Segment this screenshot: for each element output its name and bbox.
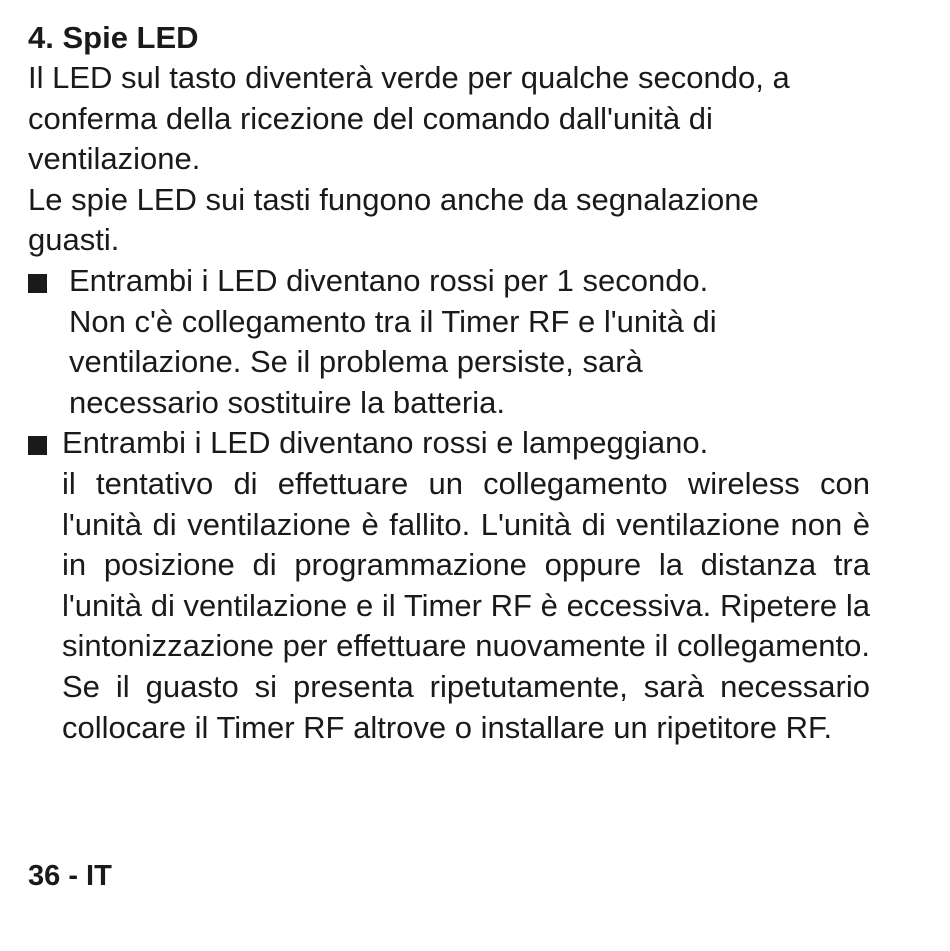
square-bullet-icon <box>28 436 47 455</box>
manual-page <box>28 18 870 748</box>
bullet-title-1: Entrambi i LED diventano rossi per 1 secondo. <box>69 262 709 298</box>
bullet-title-2: Entrambi i LED diventano rossi e lampeggiano. <box>62 425 709 461</box>
section-heading: 4. Spie LED <box>28 20 199 55</box>
bullet-body-2: il tentativo di effettuare un collegamento wireless con l'unità di ventilazione è fallito. L'unità di ventilazione non è in posizione di programmazione oppure la distanza tra l'unità di ventilazione e il Timer RF è eccessiva. Ripetere la sintonizzazione per effettuare nuovamente il collegamento. Se il guasto si presenta ripetutamente, sarà necessario collocare il Timer RF altrove o installare un ripetitore RF. <box>62 465 870 745</box>
bullet-content-1 <box>69 261 829 423</box>
page-number: 36 - IT <box>28 860 112 892</box>
intro-paragraph-2 <box>28 180 843 261</box>
intro-text-1: Il LED sul tasto diventerà verde per qualche secondo, a conferma della ricezione del comando dall'unità di ventilazione. <box>28 60 790 177</box>
square-bullet-icon <box>28 274 47 293</box>
bullet-item-1 <box>28 261 870 423</box>
bullet-content-2 <box>62 423 870 748</box>
intro-text-2: Le spie LED sui tasti fungono anche da segnalazione guasti. <box>28 181 759 258</box>
bullet-item-2 <box>28 423 870 748</box>
intro-paragraph-1 <box>28 58 843 180</box>
bullet-body-1: Non c'è collegamento tra il Timer RF e l'unità di ventilazione. Se il problema persiste, sarà necessario sostituire la batteria. <box>69 303 717 420</box>
